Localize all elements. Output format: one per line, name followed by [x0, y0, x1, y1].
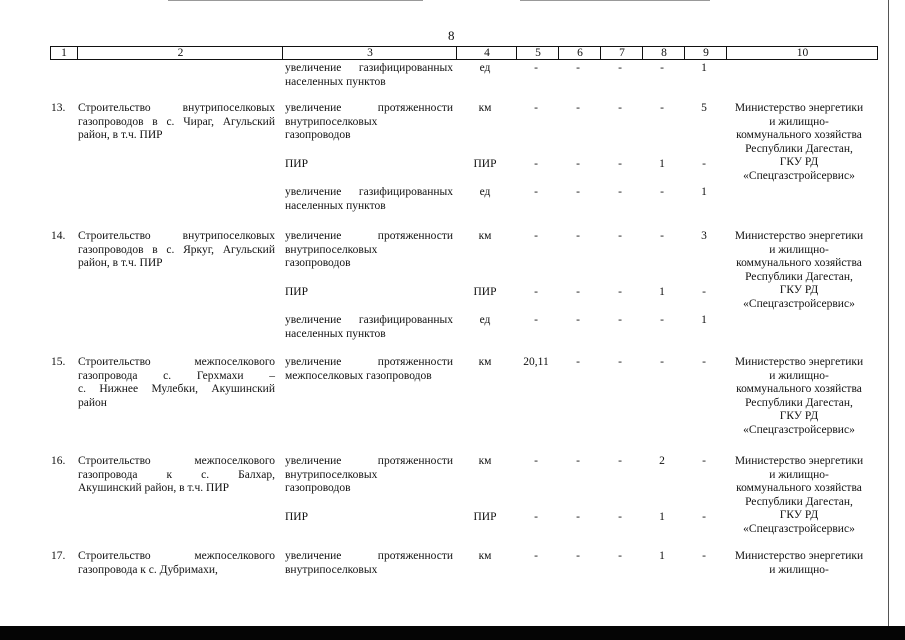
value-cell-v6: -	[576, 158, 580, 170]
responsible-org-line: «Спецгазстройсервис»	[743, 423, 855, 436]
value-cell-v6: -	[576, 314, 580, 326]
responsible-org-line: «Спецгазстройсервис»	[743, 169, 855, 182]
column-header-2: 2	[77, 47, 283, 59]
value-cell-v6: -	[576, 550, 580, 562]
responsible-org-line: Республики Дагестан,	[745, 495, 853, 508]
responsible-org-line: ГКУ РД	[779, 410, 819, 422]
indicator-line: увеличение протяженности	[285, 455, 453, 467]
value-cell-v6: -	[576, 62, 580, 74]
value-cell-v5: -	[534, 102, 538, 114]
responsible-org-line: Министерство энергетики	[734, 455, 864, 467]
object-name-line: Строительство межпоселкового	[78, 356, 275, 368]
responsible-org-line: и жилищно-	[769, 243, 829, 256]
responsible-org-line: ГКУ РД	[779, 284, 819, 296]
unit-cell: ПИР	[473, 511, 497, 523]
object-name-line: газопровода с. Герхмахи –	[78, 369, 275, 382]
unit-cell: ПИР	[473, 158, 497, 170]
value-cell-v5: -	[534, 62, 538, 74]
value-cell-v7: -	[618, 286, 622, 298]
unit-cell: ед	[479, 62, 491, 74]
responsible-org-line: коммунального хозяйства	[736, 383, 862, 395]
object-name-line: район, в т.ч. ПИР	[78, 129, 163, 141]
value-cell-v7: -	[618, 230, 622, 242]
responsible-org-line: ГКУ РД	[779, 509, 819, 521]
value-cell-v9: -	[702, 356, 706, 368]
row-number: 14.	[51, 230, 66, 242]
column-header-5: 5	[516, 47, 559, 59]
object-name-line: Строительство межпоселкового	[78, 455, 275, 467]
scan-bottom-border	[0, 626, 905, 640]
object-name-line: район	[78, 396, 107, 409]
value-cell-v9: 1	[701, 62, 707, 74]
scan-top-rule	[520, 0, 710, 1]
indicator-line: газопроводов	[285, 482, 351, 494]
object-name-line: Строительство межпоселкового	[78, 550, 275, 562]
indicator-line: увеличение протяженности	[285, 356, 453, 368]
value-cell-v8: -	[660, 314, 664, 326]
scan-page-edge	[888, 0, 889, 628]
responsible-org-line: и жилищно-	[769, 468, 829, 481]
column-header-10: 10	[726, 47, 878, 59]
value-cell-v9: -	[702, 511, 706, 523]
object-name-line: газопровода к с. Балхар,	[78, 468, 275, 481]
unit-cell: км	[478, 356, 492, 368]
table-column-header	[50, 46, 878, 60]
column-header-8: 8	[642, 47, 685, 59]
value-cell-v8: -	[660, 102, 664, 114]
object-name-line: газопроводов в с. Яркуг, Агульский	[78, 243, 275, 256]
value-cell-v6: -	[576, 230, 580, 242]
value-cell-v8: 1	[659, 550, 665, 562]
value-cell-v9: -	[702, 158, 706, 170]
value-cell-v9: 5	[701, 102, 707, 114]
indicator-line: увеличение газифицированных	[285, 314, 453, 326]
indicator-line: внутрипоселковых	[285, 115, 378, 128]
indicator-line: населенных пунктов	[285, 199, 386, 212]
object-name-line: газопроводов в с. Чираг, Агульский	[78, 115, 275, 128]
value-cell-v5: 20,11	[523, 356, 549, 368]
responsible-org-line: коммунального хозяйства	[736, 257, 862, 269]
value-cell-v8: 2	[659, 455, 665, 467]
row-number: 16.	[51, 455, 66, 467]
value-cell-v7: -	[618, 511, 622, 523]
value-cell-v7: -	[618, 62, 622, 74]
object-name-line: район, в т.ч. ПИР	[78, 257, 163, 269]
page-number: 8	[448, 28, 455, 43]
scan-top-rule	[168, 0, 423, 1]
responsible-org-line: Республики Дагестан,	[745, 396, 853, 409]
value-cell-v5: -	[534, 314, 538, 326]
indicator-line: внутрипоселковых	[285, 563, 378, 576]
value-cell-v9: -	[702, 550, 706, 562]
value-cell-v5: -	[534, 455, 538, 467]
value-cell-v9: 3	[701, 230, 707, 242]
indicator-line: увеличение газифицированных	[285, 62, 453, 74]
responsible-org-line: «Спецгазстройсервис»	[743, 522, 855, 535]
value-cell-v7: -	[618, 102, 622, 114]
responsible-org-line: Министерство энергетики	[734, 230, 864, 242]
unit-cell: км	[478, 455, 492, 467]
column-header-9: 9	[684, 47, 727, 59]
object-name-line: Акушинский район, в т.ч. ПИР	[78, 482, 230, 494]
column-header-3: 3	[282, 47, 457, 59]
unit-cell: км	[478, 102, 492, 114]
indicator-line: межпоселковых газопроводов	[285, 369, 432, 382]
value-cell-v5: -	[534, 286, 538, 298]
indicator-line: увеличение протяженности	[285, 230, 453, 242]
responsible-org-line: Министерство энергетики	[734, 550, 864, 562]
value-cell-v9: 1	[701, 314, 707, 326]
value-cell-v9: -	[702, 286, 706, 298]
responsible-org-line: и жилищно-	[769, 115, 829, 128]
value-cell-v8: 1	[659, 511, 665, 523]
value-cell-v7: -	[618, 356, 622, 368]
value-cell-v7: -	[618, 314, 622, 326]
indicator-line: газопроводов	[285, 257, 351, 269]
value-cell-v8: -	[660, 356, 664, 368]
value-cell-v5: -	[534, 158, 538, 170]
responsible-org-line: коммунального хозяйства	[736, 129, 862, 141]
column-header-1: 1	[61, 47, 67, 59]
responsible-org-line: Министерство энергетики	[734, 356, 864, 368]
value-cell-v9: 1	[701, 186, 707, 198]
indicator-line: ПИР	[285, 511, 309, 523]
row-number: 13.	[51, 102, 66, 114]
value-cell-v7: -	[618, 550, 622, 562]
value-cell-v6: -	[576, 356, 580, 368]
column-header-6: 6	[558, 47, 601, 59]
value-cell-v7: -	[618, 455, 622, 467]
responsible-org-line: коммунального хозяйства	[736, 482, 862, 494]
indicator-line: населенных пунктов	[285, 327, 386, 340]
value-cell-v7: -	[618, 158, 622, 170]
unit-cell: ПИР	[473, 286, 497, 298]
responsible-org-line: Министерство энергетики	[734, 102, 864, 114]
value-cell-v7: -	[618, 186, 622, 198]
responsible-org-line: «Спецгазстройсервис»	[743, 297, 855, 310]
row-number: 15.	[51, 356, 66, 368]
indicator-line: ПИР	[285, 286, 309, 298]
value-cell-v6: -	[576, 286, 580, 298]
indicator-line: увеличение газифицированных	[285, 186, 453, 198]
indicator-line: увеличение протяженности	[285, 550, 453, 562]
value-cell-v8: 1	[659, 158, 665, 170]
value-cell-v8: -	[660, 230, 664, 242]
value-cell-v9: -	[702, 455, 706, 467]
responsible-org-line: Республики Дагестан,	[745, 270, 853, 283]
object-name-line: газопровода к с. Дубримахи,	[78, 563, 218, 576]
value-cell-v8: -	[660, 186, 664, 198]
column-header-4: 4	[456, 47, 517, 59]
unit-cell: ед	[479, 314, 491, 326]
responsible-org-line: ГКУ РД	[779, 156, 819, 168]
object-name-line: Строительство внутрипоселковых	[78, 102, 275, 114]
unit-cell: ед	[479, 186, 491, 198]
responsible-org-line: Республики Дагестан,	[745, 142, 853, 155]
value-cell-v8: 1	[659, 286, 665, 298]
indicator-line: внутрипоселковых	[285, 243, 378, 256]
unit-cell: км	[478, 550, 492, 562]
object-name-line: с. Нижнее Мулебки, Акушинский	[78, 383, 275, 395]
indicator-line: населенных пунктов	[285, 75, 386, 88]
row-number: 17.	[51, 550, 66, 562]
object-name-line: Строительство внутрипоселковых	[78, 230, 275, 242]
value-cell-v5: -	[534, 550, 538, 562]
indicator-line: внутрипоселковых	[285, 468, 378, 481]
value-cell-v6: -	[576, 455, 580, 467]
unit-cell: км	[478, 230, 492, 242]
value-cell-v5: -	[534, 230, 538, 242]
indicator-line: увеличение протяженности	[285, 102, 453, 114]
value-cell-v6: -	[576, 102, 580, 114]
responsible-org-line: и жилищно-	[769, 369, 829, 382]
value-cell-v5: -	[534, 186, 538, 198]
responsible-org-line: и жилищно-	[769, 563, 829, 576]
indicator-line: ПИР	[285, 158, 309, 170]
indicator-line: газопроводов	[285, 129, 351, 141]
column-header-7: 7	[600, 47, 643, 59]
value-cell-v5: -	[534, 511, 538, 523]
value-cell-v6: -	[576, 511, 580, 523]
value-cell-v6: -	[576, 186, 580, 198]
value-cell-v8: -	[660, 62, 664, 74]
